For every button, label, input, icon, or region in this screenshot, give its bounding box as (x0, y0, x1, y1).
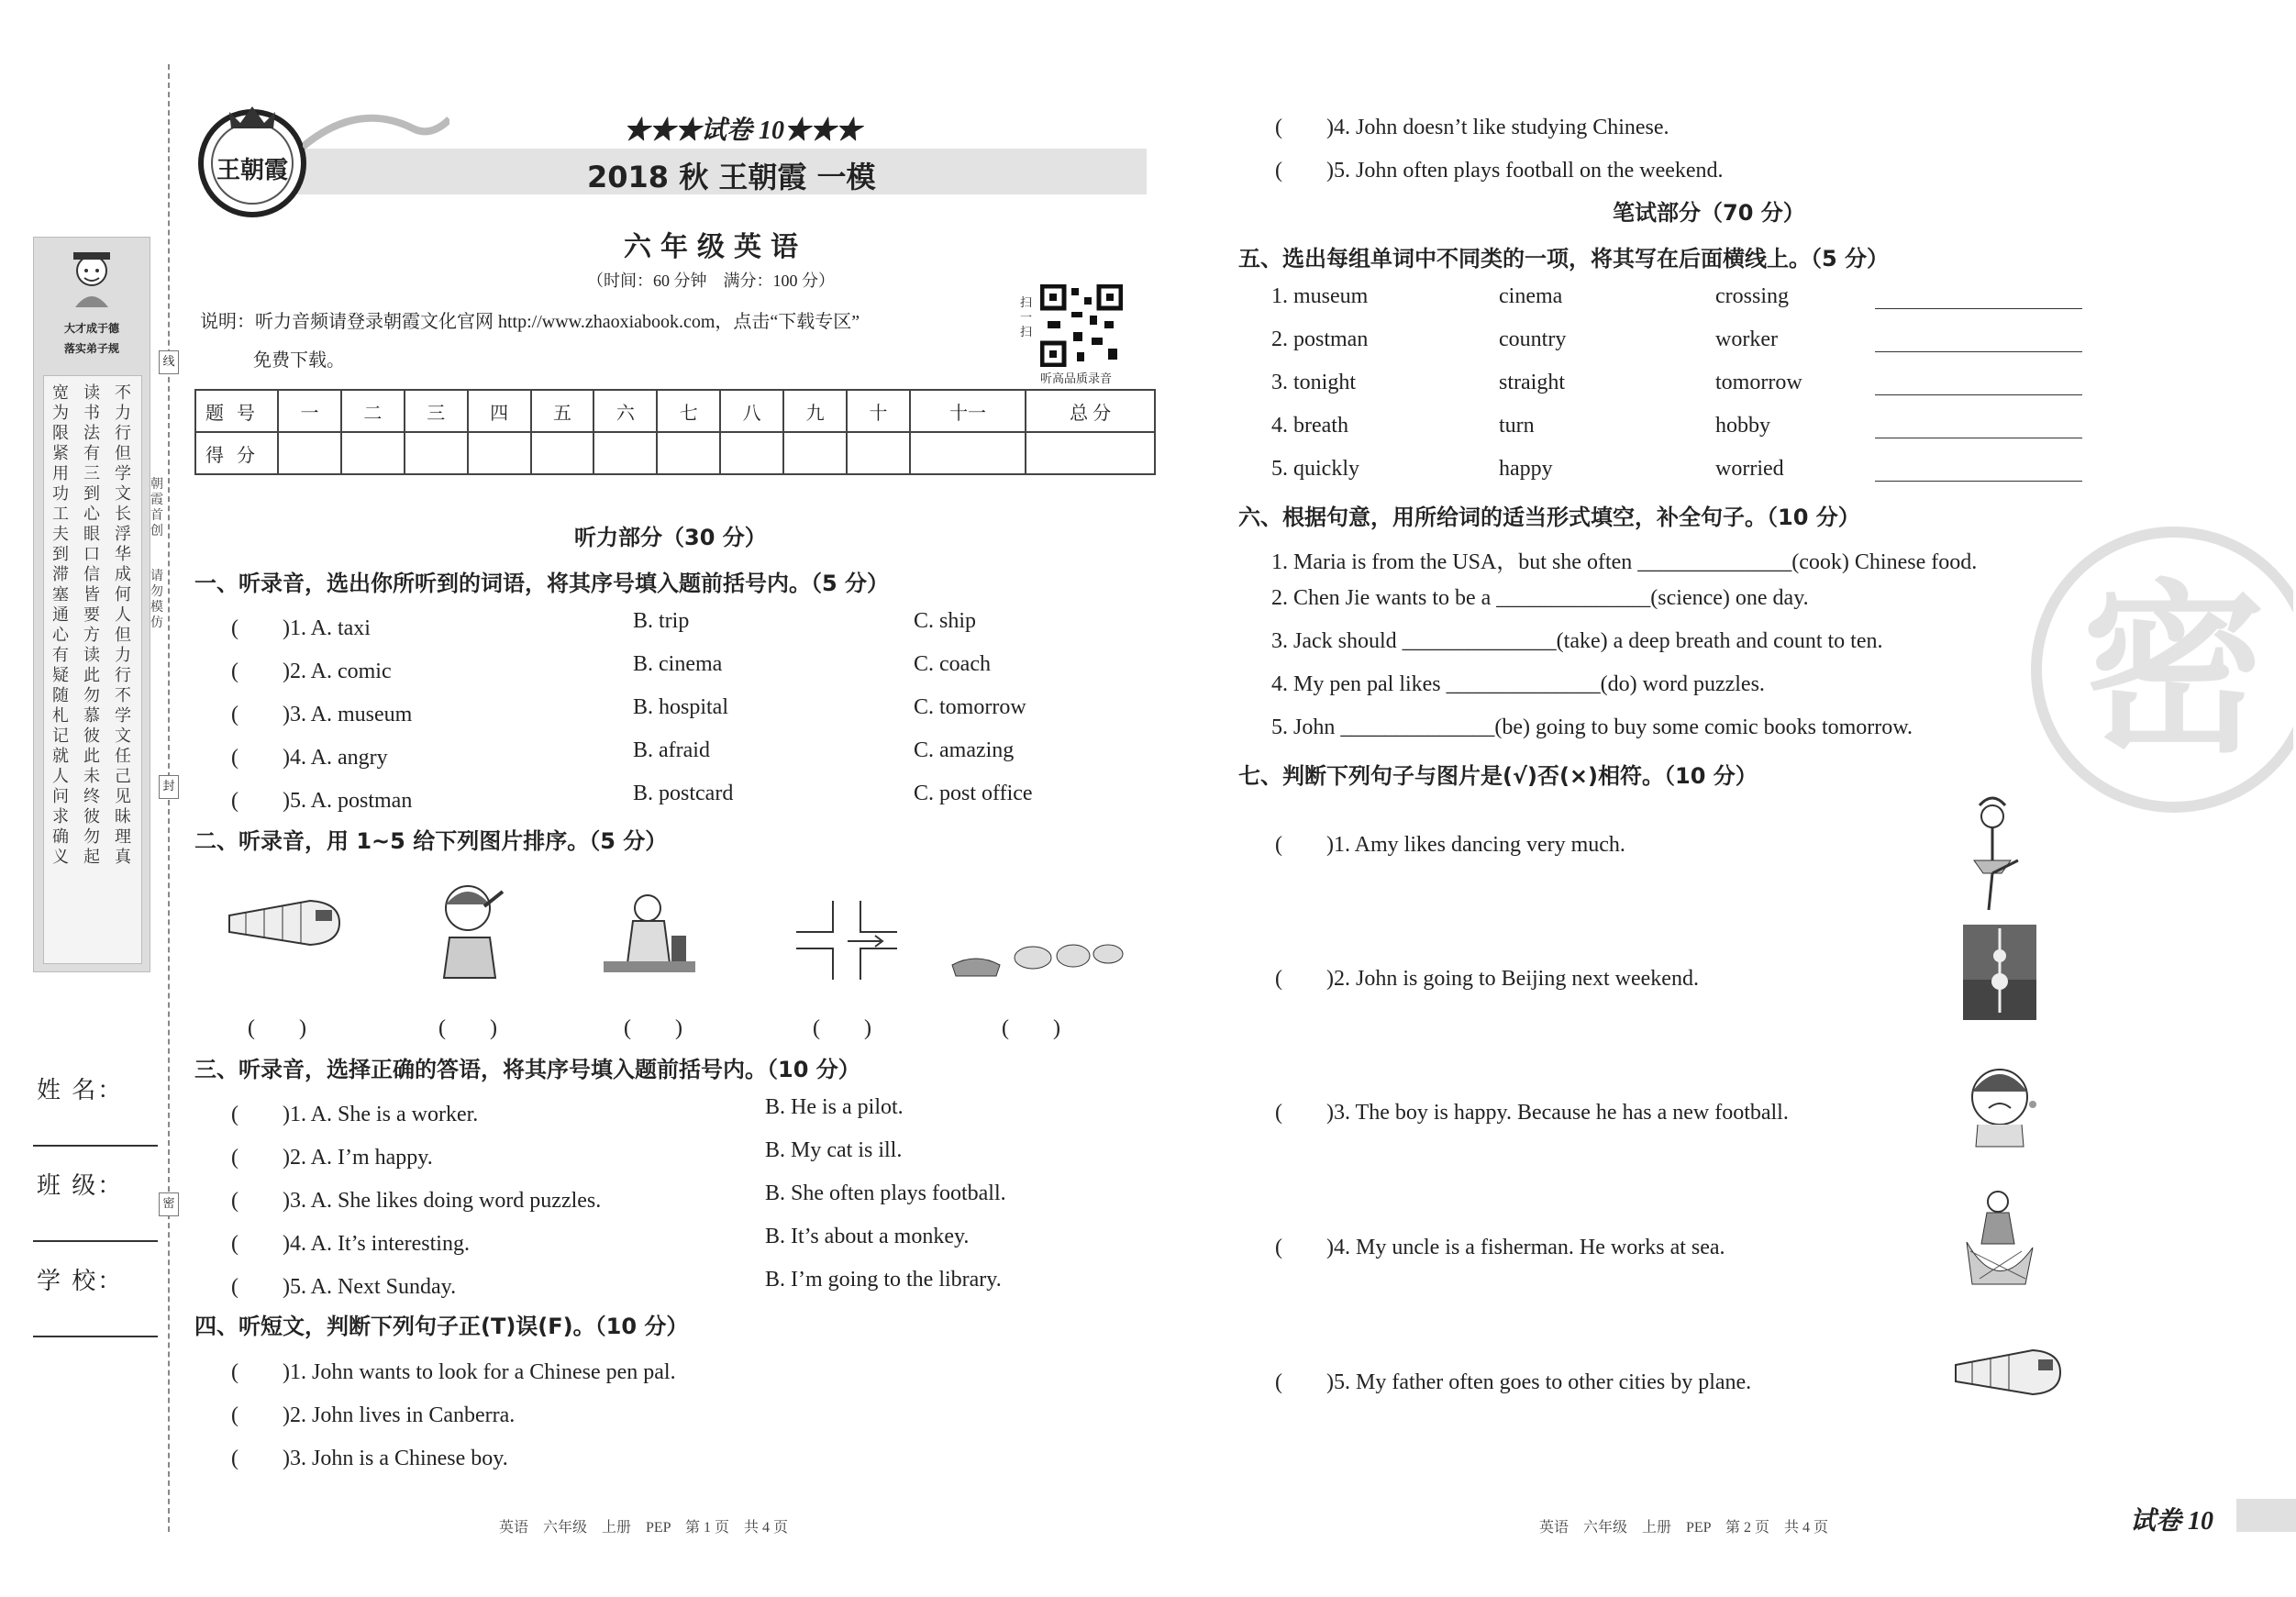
section-5-title: 五、选出每组单词中不同类的一项，将其写在后面横线上。（5 分） (1238, 246, 1890, 272)
s4-item-1[interactable]: ( )1. John wants to look for a Chinese pen pal. (231, 1360, 676, 1384)
section-7-title: 七、判断下列句子与图片是(√)否(×)相符。（10 分） (1238, 763, 1758, 789)
score-row-head: 题号 (195, 390, 278, 432)
class-field[interactable] (33, 1240, 158, 1242)
s5-answer-2[interactable] (1875, 351, 2082, 352)
score-table-score-row (195, 432, 1155, 474)
score-col: 总 分 (1026, 390, 1155, 432)
footer-tab-bg (2236, 1499, 2296, 1532)
school-label: 学 校： (37, 1268, 124, 1295)
s3-item-1-b: B. He is a pilot. (765, 1095, 904, 1119)
s1-item-4-b: B. afraid (633, 738, 710, 762)
class-label: 班 级： (37, 1172, 124, 1200)
s5-item-5-c: worried (1715, 457, 1784, 481)
motto-col-1: 宽为限紧用功工夫到滞塞通心有疑随札记就人问求确义 (52, 383, 69, 867)
s5-answer-3[interactable] (1875, 394, 2082, 395)
score-cell[interactable] (847, 432, 910, 474)
s1-item-1-b: B. trip (633, 609, 690, 633)
logo-seal (193, 101, 312, 220)
score-col: 六 (593, 390, 657, 432)
paper-number: ★★★试卷 10★★★ (624, 116, 862, 145)
s5-item-2-b: country (1499, 327, 1567, 351)
score-cell[interactable] (783, 432, 847, 474)
s5-item-3-b: straight (1499, 371, 1565, 394)
exam-title: 2018 秋 王朝霞 一模 (587, 160, 876, 194)
s6-item-1[interactable]: 1. Maria is from the USA，but she often ______________(cook) Chinese food. (1271, 550, 1978, 574)
seal-char-seal: 封 (159, 775, 179, 799)
s4-item-5[interactable]: ( )5. John often plays football on the weekend. (1275, 159, 1724, 183)
motto-col-3: 不力行但学文长浮华成何人但力行不学文任己见昧理真 (115, 383, 131, 867)
sick-girl-icon (426, 879, 517, 980)
score-col: 十 (847, 390, 910, 432)
s3-item-4-b: B. It’s about a monkey. (765, 1225, 970, 1248)
s6-item-4[interactable]: 4. My pen pal likes ______________(do) word puzzles. (1271, 672, 1765, 696)
seal-char-secret: 密 (159, 1192, 179, 1216)
s1-item-4-c: C. amazing (914, 738, 1015, 762)
s5-item-3-c: tomorrow (1715, 371, 1802, 394)
s1-item-5[interactable]: ( )5. A. postman (231, 789, 413, 813)
s3-item-1[interactable]: ( )1. A. She is a worker. (231, 1103, 479, 1126)
footer-right: 英语 六年级 上册 PEP 第 2 页 共 4 页 (1539, 1520, 1828, 1536)
s6-item-3[interactable]: 3. Jack should ______________(take) a deep breath and count to ten. (1271, 629, 1883, 653)
score-col: 四 (468, 390, 531, 432)
vertical-note-1: 朝霞首创 (150, 477, 163, 538)
s1-item-1-c: C. ship (914, 609, 977, 633)
s5-item-3-a: 3. tonight (1271, 371, 1357, 394)
score-cell[interactable] (278, 432, 341, 474)
s7-item-1[interactable]: ( )1. Amy likes dancing very much. (1275, 833, 1625, 857)
score-cell[interactable] (720, 432, 783, 474)
s6-item-5[interactable]: 5. John ______________(be) going to buy some comic books tomorrow. (1271, 715, 1913, 739)
motto-title-1: 大才成于德 (63, 322, 119, 335)
score-col: 三 (405, 390, 468, 432)
tv-tower-icon (1963, 925, 2036, 1020)
seal-char-line: 线 (159, 350, 179, 374)
score-cell[interactable] (405, 432, 468, 474)
notice-line-2: 免费下载。 (253, 350, 345, 371)
name-field[interactable] (33, 1145, 158, 1147)
qr-side-caption: 扫一扫 (1020, 295, 1033, 338)
s2-blank-4[interactable]: ( ) (813, 1016, 871, 1040)
s4-item-4[interactable]: ( )4. John doesn’t like studying Chinese. (1275, 116, 1669, 139)
s3-item-3-b: B. She often plays football. (765, 1181, 1006, 1205)
s5-answer-5[interactable] (1875, 481, 2082, 482)
name-label: 姓 名： (37, 1077, 124, 1104)
dancer-icon (1961, 796, 2025, 915)
logo-text: 王朝霞 (216, 157, 289, 184)
s2-blank-3[interactable]: ( ) (624, 1016, 682, 1040)
s2-blank-2[interactable]: ( ) (438, 1016, 497, 1040)
s3-item-2[interactable]: ( )2. A. I’m happy. (231, 1146, 433, 1170)
section-4-title: 四、听短文，判断下列句子正(T)误(F)。（10 分） (194, 1314, 689, 1339)
score-cell[interactable] (1026, 432, 1155, 474)
score-col: 十一 (910, 390, 1026, 432)
motto-columns (43, 375, 142, 964)
score-col: 一 (278, 390, 341, 432)
s5-item-5-a: 5. quickly (1271, 457, 1359, 481)
score-col: 二 (341, 390, 405, 432)
s7-item-5[interactable]: ( )5. My father often goes to other cities by plane. (1275, 1370, 1752, 1394)
s1-item-4[interactable]: ( )4. A. angry (231, 746, 388, 770)
s7-item-3[interactable]: ( )3. The boy is happy. Because he has a new football. (1275, 1101, 1789, 1125)
s1-item-2-c: C. coach (914, 652, 991, 676)
ribbon-decoration (303, 101, 449, 156)
score-table (194, 389, 1156, 475)
score-col: 七 (657, 390, 720, 432)
qr-code-icon[interactable] (1040, 284, 1123, 367)
s5-item-4-b: turn (1499, 414, 1535, 438)
s5-item-2-a: 2. postman (1271, 327, 1369, 351)
s5-item-5-b: happy (1499, 457, 1553, 481)
score-cell[interactable] (468, 432, 531, 474)
score-cell[interactable] (657, 432, 720, 474)
motto-col-2: 读书法有三到心眼口信皆要方读此勿慕彼此未终彼勿起 (83, 383, 100, 867)
score-col: 八 (720, 390, 783, 432)
vertical-note-2: 请勿模仿 (150, 569, 163, 630)
doctor-icon (600, 890, 701, 978)
section-2-title: 二、听录音，用 1~5 给下列图片排序。（5 分） (194, 828, 668, 854)
s1-item-3-c: C. tomorrow (914, 695, 1026, 719)
s1-item-2[interactable]: ( )2. A. comic (231, 660, 392, 683)
s1-item-5-c: C. post office (914, 782, 1033, 805)
train-icon-2 (1954, 1345, 2062, 1398)
s3-item-5-b: B. I’m going to the library. (765, 1268, 1002, 1292)
watermark-char: 密 (2081, 564, 2267, 778)
animals-icon (948, 928, 1128, 980)
s2-blank-1[interactable]: ( ) (248, 1016, 306, 1040)
score-col: 九 (783, 390, 847, 432)
school-field[interactable] (33, 1336, 158, 1337)
s3-item-2-b: B. My cat is ill. (765, 1138, 903, 1162)
s1-item-3[interactable]: ( )3. A. museum (231, 703, 413, 726)
s1-item-3-b: B. hospital (633, 695, 729, 719)
motto-panel (33, 237, 150, 972)
score-col: 五 (531, 390, 594, 432)
subject-title: 六年级英语 (624, 231, 807, 263)
s1-item-5-b: B. postcard (633, 782, 734, 805)
s5-item-1-b: cinema (1499, 284, 1563, 308)
s5-item-4-c: hobby (1715, 414, 1770, 438)
s2-blank-5[interactable]: ( ) (1002, 1016, 1060, 1040)
scholar-icon (64, 245, 119, 309)
s3-item-4[interactable]: ( )4. A. It’s interesting. (231, 1232, 470, 1256)
s6-item-2[interactable]: 2. Chen Jie wants to be a ______________(science) one day. (1271, 586, 1809, 610)
s3-item-5[interactable]: ( )5. A. Next Sunday. (231, 1275, 457, 1299)
writing-title: 笔试部分（70 分） (1613, 200, 1805, 226)
footer-paper-tab: 试卷 10 (2130, 1507, 2214, 1536)
footer-left: 英语 六年级 上册 PEP 第 1 页 共 4 页 (499, 1520, 788, 1536)
secret-watermark (2018, 514, 2293, 826)
s5-item-1-c: crossing (1715, 284, 1789, 308)
score-cell[interactable] (341, 432, 405, 474)
motto-title-2: 落实弟子规 (63, 342, 119, 355)
score-row-head: 得分 (195, 432, 278, 474)
crossing-icon (796, 901, 897, 980)
score-cell[interactable] (531, 432, 594, 474)
section-6-title: 六、根据句意，用所给词的适当形式填空，补全句子。（10 分） (1238, 505, 1860, 530)
crying-boy-icon (1963, 1057, 2040, 1148)
s7-item-4[interactable]: ( )4. My uncle is a fisherman. He works at sea. (1275, 1236, 1725, 1259)
qr-caption: 听高品质录音 (1040, 372, 1113, 385)
s5-item-2-c: worker (1715, 327, 1778, 351)
score-table-header-row (195, 390, 1155, 432)
s3-item-3[interactable]: ( )3. A. She likes doing word puzzles. (231, 1189, 602, 1213)
time-score-info: （时间：60 分钟 满分：100 分） (587, 272, 835, 290)
notice-line-1: 说明：听力音频请登录朝霞文化官网 http://www.zhaoxiabook.com，点击“下载专区” (200, 312, 860, 332)
score-cell[interactable] (910, 432, 1026, 474)
s1-item-1[interactable]: ( )1. A. taxi (231, 616, 371, 640)
s5-item-1-a: 1. museum (1271, 284, 1369, 308)
s5-answer-1[interactable] (1875, 308, 2082, 309)
s1-item-2-b: B. cinema (633, 652, 723, 676)
section-3-title: 三、听录音，选择正确的答语，将其序号填入题前括号内。（10 分） (194, 1057, 860, 1082)
train-icon (227, 895, 341, 950)
s5-item-4-a: 4. breath (1271, 414, 1348, 438)
section-1-title: 一、听录音，选出你所听到的词语，将其序号填入题前括号内。（5 分） (194, 571, 890, 596)
fisherman-icon (1961, 1187, 2035, 1288)
s7-item-2[interactable]: ( )2. John is going to Beijing next weekend. (1275, 967, 1699, 991)
s4-item-3[interactable]: ( )3. John is a Chinese boy. (231, 1447, 508, 1470)
listening-title: 听力部分（30 分） (574, 525, 767, 550)
score-cell[interactable] (593, 432, 657, 474)
s4-item-2[interactable]: ( )2. John lives in Canberra. (231, 1403, 516, 1427)
